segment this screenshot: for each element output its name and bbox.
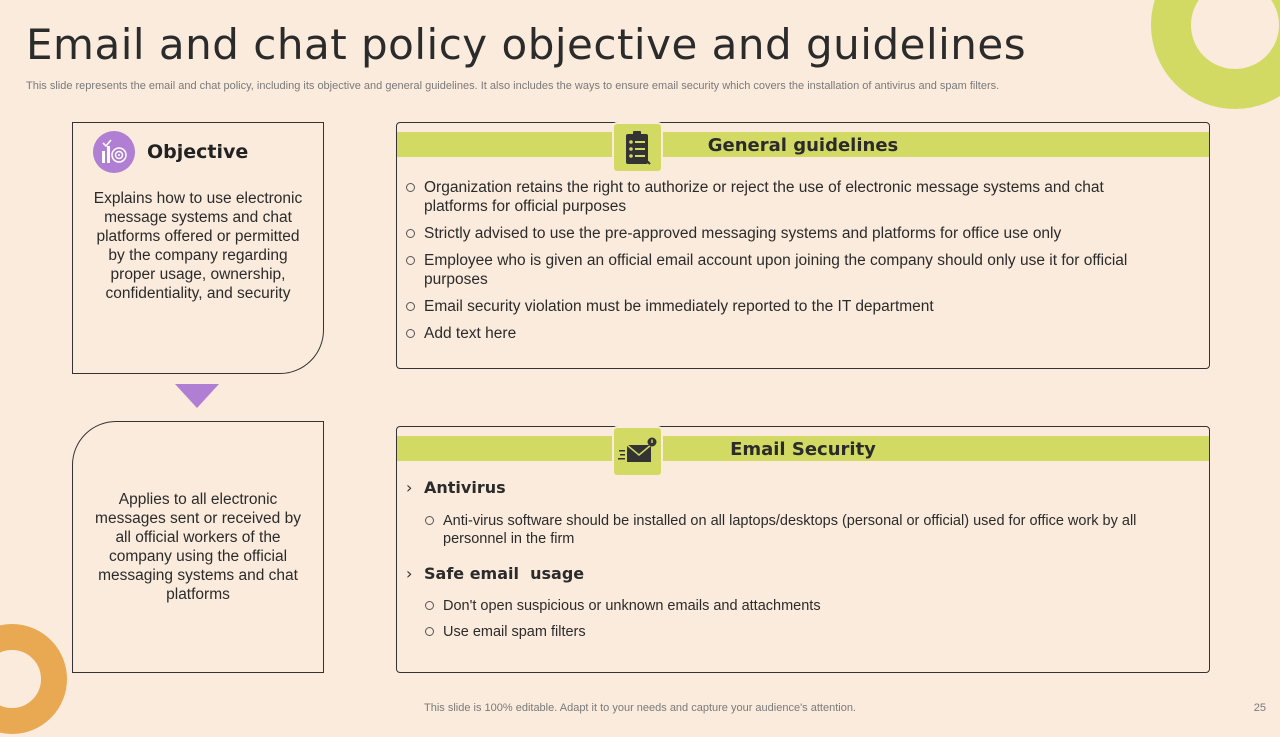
general-guidelines-panel xyxy=(396,122,1210,369)
antivirus-list xyxy=(425,512,1165,556)
objective-card xyxy=(72,122,324,374)
list-item: Employee who is given an official email account upon joining the company should only use it for official purposes xyxy=(406,251,1136,289)
email-security-title: Email Security xyxy=(730,439,876,460)
list-item: Email security violation must be immediately reported to the IT department xyxy=(406,297,1136,316)
objective-text: Explains how to use electronic message systems and chat platforms offered or permitted by the company regarding proper usage, ownership, confidentiality, and security xyxy=(93,190,303,302)
list-item: Anti-virus software should be installed on all laptops/desktops (personal or official) used for office work by all personnel in the firm xyxy=(425,512,1165,548)
list-item: Use email spam filters xyxy=(425,623,1165,641)
general-guidelines-list xyxy=(406,178,1136,351)
bullet-circle-icon xyxy=(406,256,415,265)
antivirus-heading: › Antivirus xyxy=(406,478,506,497)
checklist-icon xyxy=(612,122,663,173)
general-guidelines-title: General guidelines xyxy=(707,135,899,156)
slide-title: Email and chat policy objective and guidelines xyxy=(26,20,1027,69)
chart-target-icon xyxy=(93,131,135,173)
decorative-ring-top-right xyxy=(1150,0,1280,110)
down-arrow-icon xyxy=(175,384,219,408)
scope-text: Applies to all electronic messages sent or received by all official workers of the company using the official messaging systems and chat platforms xyxy=(95,491,301,603)
list-item: Add text here xyxy=(406,324,1136,343)
email-security-header-band xyxy=(397,436,1209,461)
chevron-right-icon: › xyxy=(406,564,413,583)
list-item: Organization retains the right to authorize or reject the use of electronic message systems and chat platforms for official purposes xyxy=(406,178,1136,216)
email-security-panel xyxy=(396,426,1210,673)
list-item: Don't open suspicious or unknown emails and attachments xyxy=(425,597,1165,615)
objective-header xyxy=(93,131,248,173)
list-item: Strictly advised to use the pre-approved messaging systems and platforms for office use only xyxy=(406,224,1136,243)
safe-email-usage-list xyxy=(425,597,1165,649)
objective-title: Objective xyxy=(147,141,249,163)
envelope-alert-icon xyxy=(612,426,663,477)
page-number: 25 xyxy=(1253,702,1266,714)
slide-footer: This slide is 100% editable. Adapt it to your needs and capture your audience's attention. xyxy=(424,702,856,714)
chevron-right-icon: › xyxy=(406,478,413,497)
bullet-circle-icon xyxy=(406,329,415,338)
bullet-circle-icon xyxy=(406,229,415,238)
bullet-circle-icon xyxy=(406,302,415,311)
bullet-circle-icon xyxy=(425,601,434,610)
slide-subtitle: This slide represents the email and chat policy, including its objective and general guidelines. It also includes the ways to ensure email security which covers the installation of antivirus and spam filters. xyxy=(26,80,1000,92)
bullet-circle-icon xyxy=(425,516,434,525)
safe-email-usage-heading: › Safe email usage xyxy=(406,564,585,583)
scope-card xyxy=(72,421,324,673)
bullet-circle-icon xyxy=(425,627,434,636)
bullet-circle-icon xyxy=(406,183,415,192)
general-guidelines-header-band xyxy=(397,132,1209,157)
